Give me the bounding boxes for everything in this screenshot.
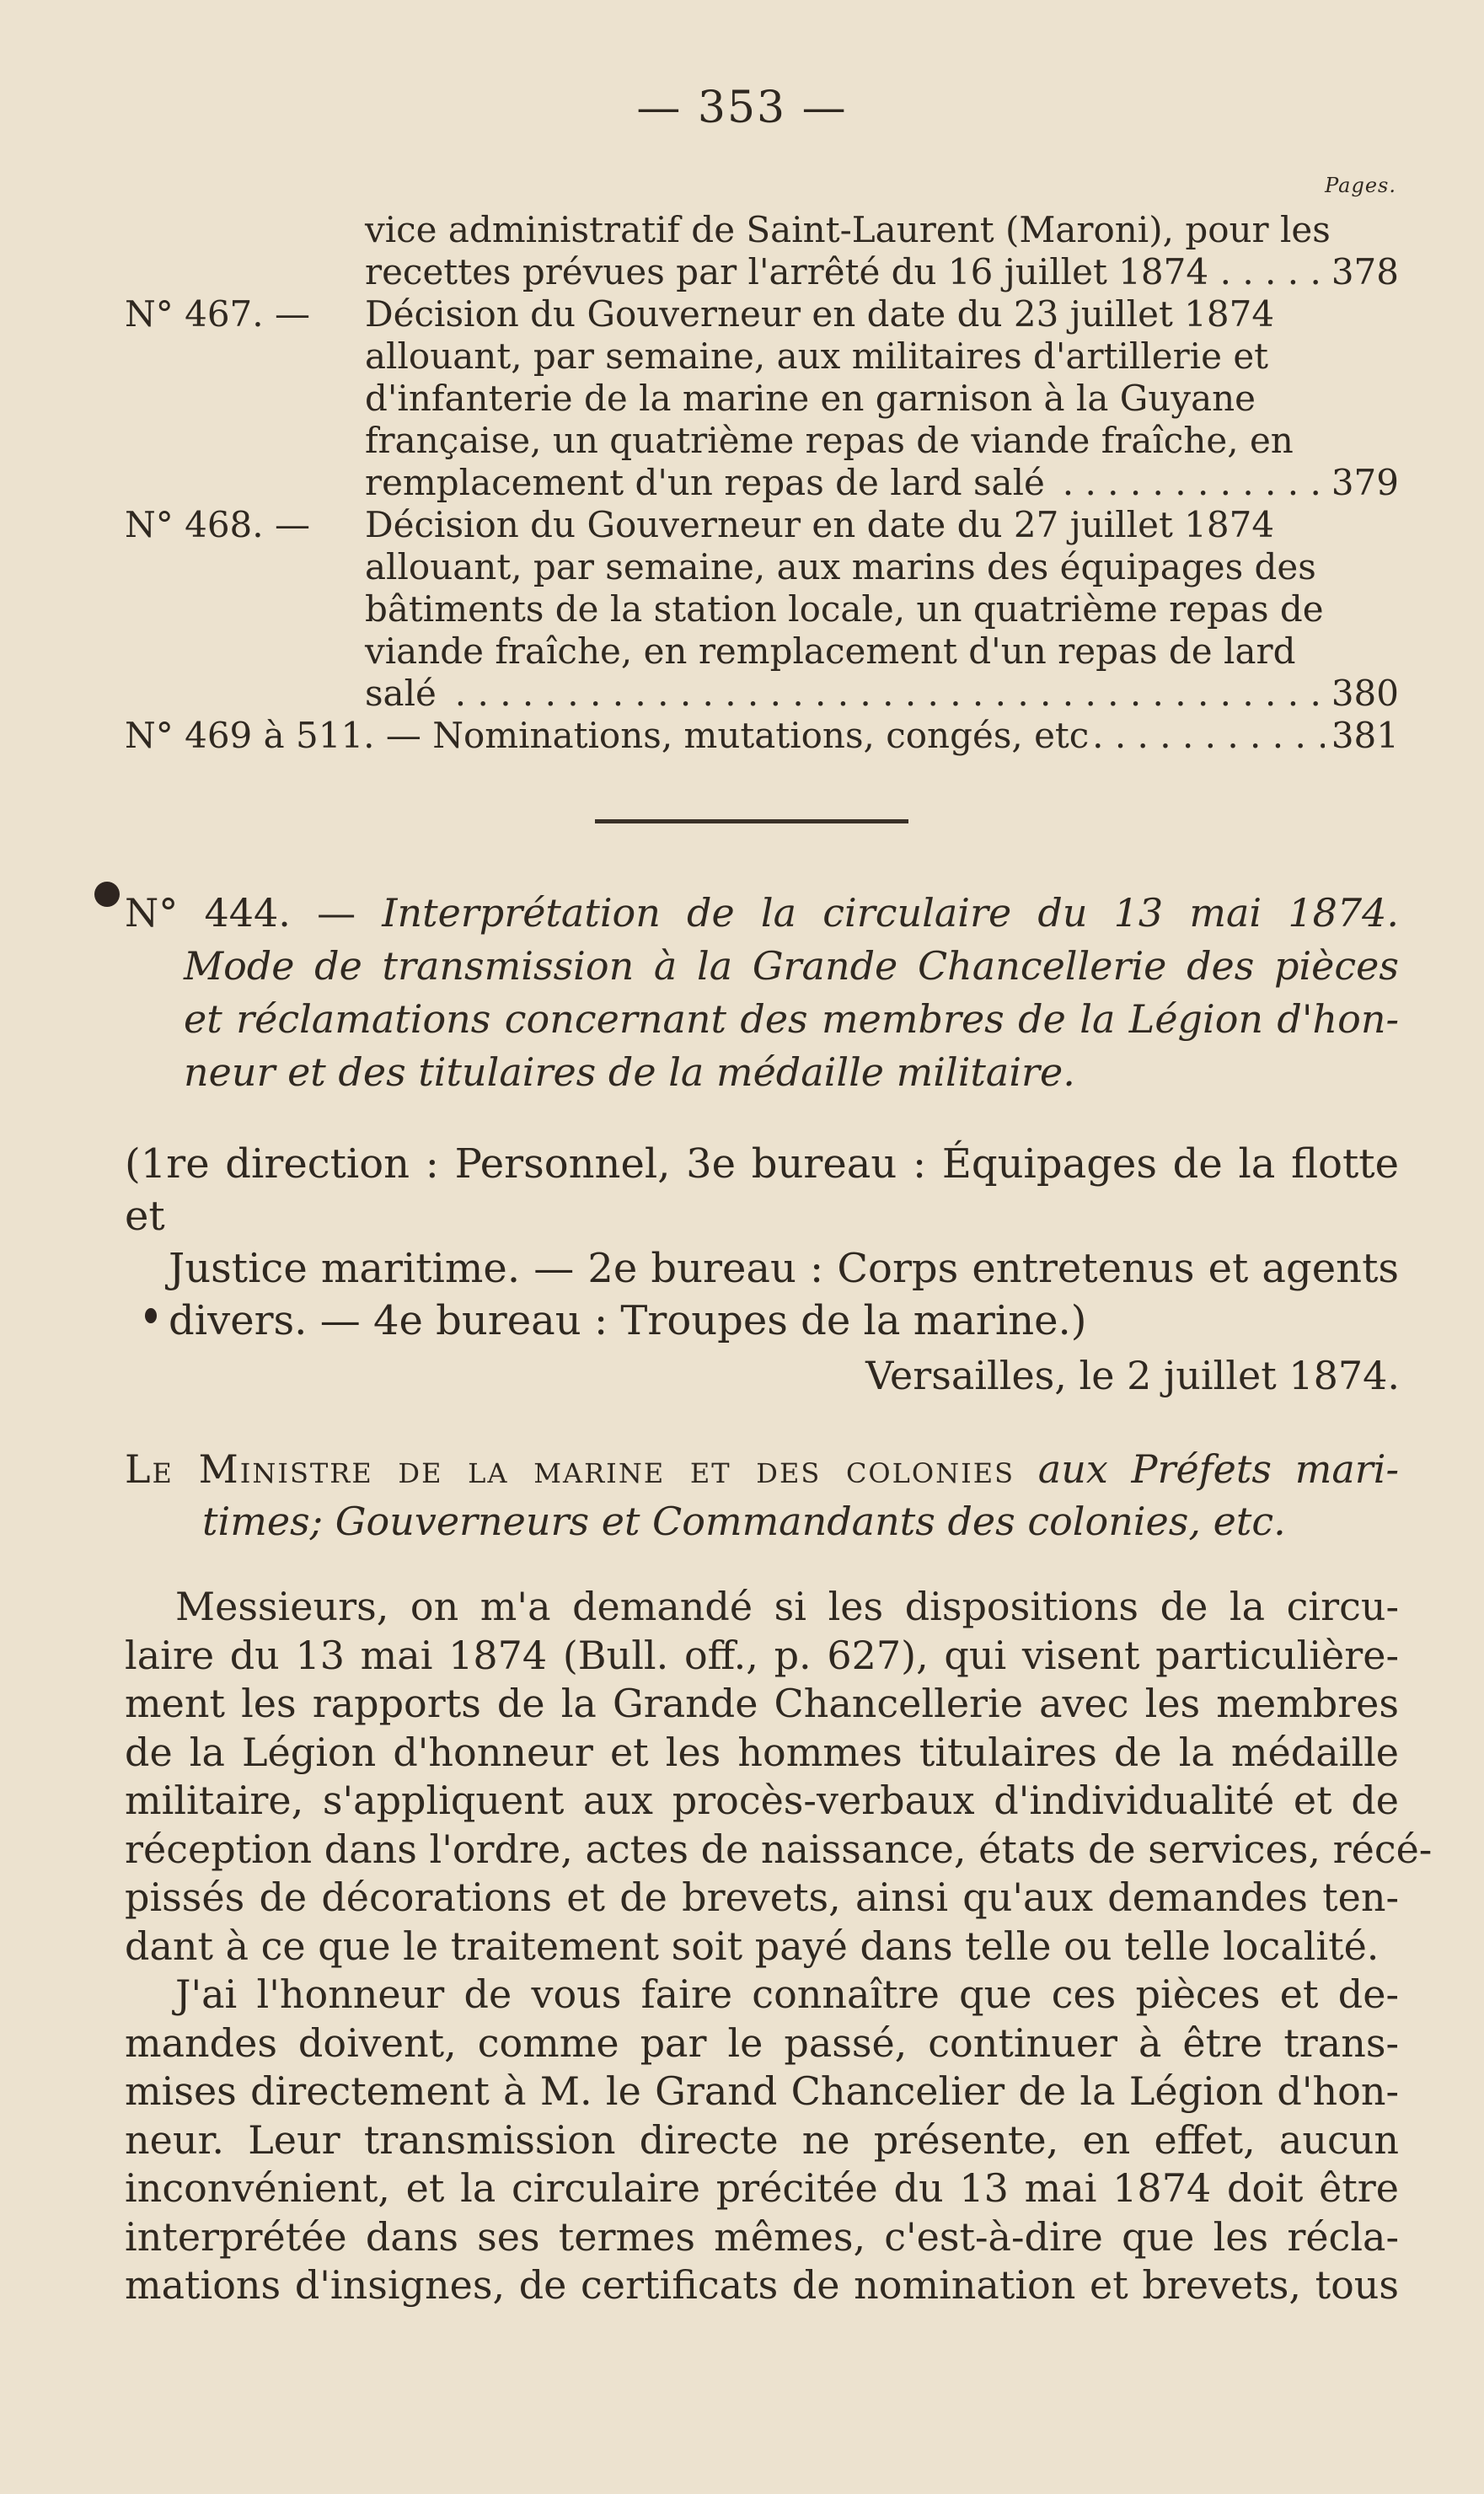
toc-entry-line: bâtiments de la station locale, un quatrième repas de — [365, 588, 1324, 630]
toc-entry-line: N° 468. — Décision du Gouverneur en date du 27 juillet 1874 — [125, 504, 1275, 545]
paragraph: J'ai l'honneur de vous faire connaître que ces pièces et de- mandes doivent, comme par le passé, continuer à être trans- mises directement à M. le Grand Chancelier de la Légion d'hon- neur. Leur transmission directe ne présente, en effet, aucun inconvénient, et la circulaire précitée du 13 mai 1874 doit être interprétée dans ses termes mêmes, c'est-à-dire que les récla- mations d'insignes, de certificats de nomination et brevets, tous — [125, 1971, 1399, 2308]
paragraph: Messieurs, on m'a demandé si les dispositions de la circu- laire du 13 mai 1874 (Bull. off., p. 627), qui visent particulière- ment les rapports de la Grande Chancellerie avec les membres de la Légion d'honneur et les hommes titulaires de la médaille militaire, s'appliquent aux procès-verbaux d'individualité et de réception dans l'ordre, actes de naissance, états de services, récé- pissés de décorations et de brevets, ainsi qu'aux demandes ten- dant à ce que le traitement soit payé dans telle ou telle localité. — [125, 1584, 1433, 1969]
toc-entry-number: N° 469 à 511. — — [125, 715, 421, 756]
ink-spot — [94, 882, 120, 907]
toc-page-ref: 379 — [1325, 462, 1399, 504]
letter-address: Le Ministre de la marine et des colonies aux Préfets mari- times; Gouverneurs et Commandants des colonies, etc. — [125, 1446, 1399, 1544]
toc-page-ref: 378 — [1325, 251, 1399, 293]
article-number: N° 444. — — [125, 890, 356, 936]
pages-column-label: Pages. — [1325, 174, 1396, 197]
toc-entry-line: vice administratif de Saint-Laurent (Maroni), pour les — [365, 209, 1331, 250]
toc-entry-line: N° 467. — Décision du Gouverneur en date du 23 juillet 1874 — [125, 293, 1275, 335]
article-heading: N° 444. — Interprétation de la circulaire du 13 mai 1874. Mode de transmission à la Grande Chancellerie des pièces et réclamations concernant des membres de la Légion d'hon- neur et des titulaires de la médaille militaire. — [125, 890, 1400, 1095]
toc-entry-line: allouant, par semaine, aux marins des équipages des — [365, 546, 1316, 587]
toc-entry-line: française, un quatrième repas de viande fraîche, en — [365, 420, 1294, 461]
place-and-date: Versailles, le 2 juillet 1874. — [865, 1353, 1400, 1398]
toc-entry-line: d'infanterie de la marine en garnison à la Guyane — [365, 378, 1256, 419]
section-divider — [595, 819, 908, 823]
directorate-note: (1re direction : Personnel, 3e bureau : Équipages de la flotte et Justice maritime. — 2e bureau : Corps entretenus et agents divers. — 4e bureau : Troupes de la marine.) — [125, 1140, 1399, 1344]
toc-entry-line: viande fraîche, en remplacement d'un repas de lard — [365, 630, 1296, 672]
letter-body — [125, 1583, 1433, 2310]
ink-spot — [145, 1308, 157, 1323]
toc-page-ref: 381 — [1325, 715, 1399, 757]
sender: Le Ministre de la marine et des colonies — [125, 1446, 1015, 1492]
toc-entry-line: remplacement d'un repas de lard salé 379 . . . — [125, 462, 1399, 504]
toc-entry-number: N° 467. — — [125, 293, 310, 335]
toc-entry-line: N° 469 à 511. — Nominations, mutations, congés, etc 381 . . . — [125, 715, 1399, 757]
toc-entry-line: recettes prévues par l'arrêté du 16 juillet 1874 378 . . . — [125, 251, 1399, 293]
toc-page-ref: 380 — [1325, 673, 1399, 715]
toc-entry-number: N° 468. — — [125, 504, 310, 545]
page-number: — 353 — — [636, 83, 848, 133]
table-of-contents — [125, 209, 1399, 757]
toc-entry-line: allouant, par semaine, aux militaires d'artillerie et — [365, 335, 1269, 377]
toc-entry-line: salé 380 . . . — [125, 673, 1399, 715]
